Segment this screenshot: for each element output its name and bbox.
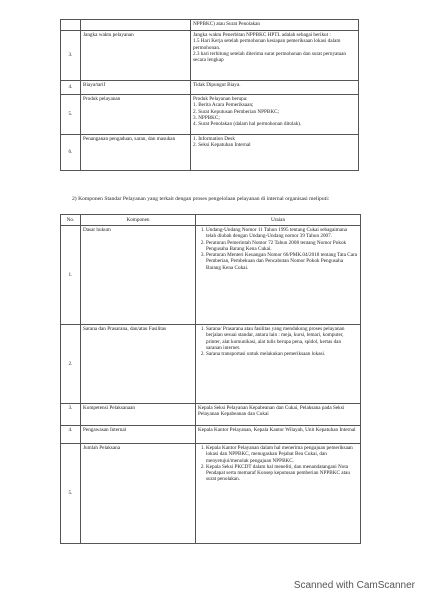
table-row [61,95,359,135]
row-content: Tidak Dipungut Biaya. [191,81,359,95]
row-number: 2. [61,325,81,404]
list-item: 3. Peraturan Menteri Keuangan Nomor 66/PMK.04/2018 tentang Tata Cara Pemberian, Pembekuan dan Pencabutan Nomor Pokok Pengusaha Barang Kena Cukai. [206,252,358,271]
section-2-paragraph [72,196,362,203]
row-label: Sarana dan Prasarana, dan/atau Fasilitas [81,325,196,404]
row-label: Biaya/tarif [81,81,191,95]
row-content [196,226,361,325]
table-header-row [61,215,361,226]
row-number: 4. [61,426,81,444]
column-header: No. [61,215,81,226]
list-item: 2. Sarana transportasi untuk melakukan pemeriksaan lokasi. [206,351,358,357]
column-header: Uraian [196,215,361,226]
row-label: Produk pelayanan [81,95,191,135]
column-header: Komponen [81,215,196,226]
table-row [61,20,359,31]
list-item: 2. Peraturan Pemerintah Nomor 72 Tahun 2008 tentang Nomor Pokok Pengusaha Barang Kena Cukai. [206,240,358,253]
row-content [196,444,361,544]
row-content: Produk Pelayanan berupa: 1. Berita Acara Pemeriksaan; 2. Surat Keputusan Pemberian NPPBKC; 3. NPPBKC; 4. Surat Penolakan (dalam hal permohonan ditolak). [191,95,359,135]
row-label: Jumlah Pelaksana [81,444,196,544]
row-number: 1. [61,226,81,325]
table-row [61,31,359,81]
row-number: 5. [61,444,81,544]
list-item: 1. Sarana/ Prasarana atau fasilitas yang mendukung proses pelayanan berjalan sesuai standar, antara lain : meja, kursi, lemari, komputer, printer, alat komunikasi, alat tulis berupa pena, spidol, kertas dan saranan internet. [206,326,358,351]
table-row [61,426,361,444]
row-content: 1. Information Desk 2. Seksi Kepatuhan Internal [191,135,359,171]
row-label: Jangka waktu pelayanan [81,31,191,81]
table-row [61,325,361,404]
row-label: Dasar hukum [81,226,196,325]
service-standard-table-1 [60,19,359,171]
row-content [196,325,361,404]
table-row [61,226,361,325]
table-row [61,135,359,171]
row-number: 3. [61,31,81,81]
row-number: 3. [61,404,81,426]
list-item: 1. Kepala Kantor Pelayanan dalam hal menerima pengajuan pemeriksaan lokasi dan NPPBKC, menugaskan Pejabat Bea Cukai, dan menyetujui/menolak pengajuan NPPBKC. [206,445,358,464]
section-text: Komponen Standar Pelayanan yang terkait dengan proses pengelolaan pelayanan di internal organisasi meliputi: [78,196,330,202]
list-item: 1. Undang-Undang Nomor 11 Tahun 1995 tentang Cukai sebagaimana telah diubah dengan Undang-Undang nomor 39 Tahun 2007. [206,227,358,240]
row-content: Kepala Kantor Pelayanan, Kepala Kantor Wilayah, Unit Kepatuhan Internal [196,426,361,444]
table-row [61,404,361,426]
list-item: 2. Kepala Seksi PKCDT dalam hal meneliti, dan menandatangani Nota Pendapat serta memaraf Konsep keputusan pemberian NPPBKC atau surat penolakan. [206,464,358,483]
row-label: Penanganan pengaduan, saran, dan masukan [81,135,191,171]
table-row [61,81,359,95]
scanner-watermark: Scanned with CamScanner [293,580,415,591]
row-content: Jangka waktu Penerbitan NPPBKC HPTL adalah sebagai berikut : 1.5 Hari Kerja setelah permohonan kesiapan pemeriksaan lokasi dalam permohonan. 2.3 hari terhitung setelah diterima surat permohonan dan surat pernyataan secara lengkap [191,31,359,81]
row-content: Kepala Seksi Pelayanan Kepabeanan dan Cukai, Pelaksana pada Seksi Pelayanan Kepabeanan dan Cukai [196,404,361,426]
table-cell: NPPBKC) atau Surat Penolakan [191,20,359,31]
row-label: Pengawasan Internal [81,426,196,444]
row-number: 6. [61,135,81,171]
section-number: 2) [72,196,77,202]
service-standard-table-2 [60,214,361,544]
row-number: 4. [61,81,81,95]
table-row [61,444,361,544]
row-label: Kompetensi Pelaksanaan [81,404,196,426]
row-number: 5. [61,95,81,135]
